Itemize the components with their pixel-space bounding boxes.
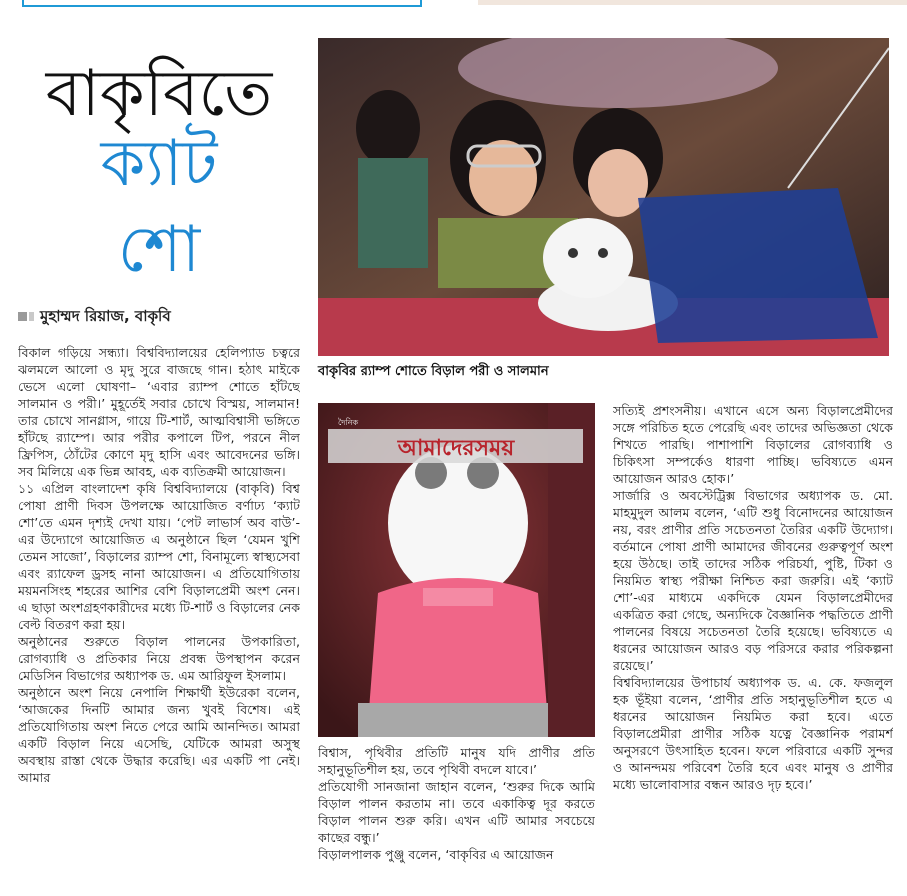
headline-line-1: বাকৃবিতে bbox=[45, 57, 273, 131]
byline-text: মুহাম্মদ রিয়াজ, বাকৃবি bbox=[40, 307, 171, 325]
paragraph: প্রতিযোগী সানজানা জাহান বলেন, ‘শুরুর দিকে আমি বিড়াল পালন করতাম না। তবে একাকিত্ব দূর করতে বিড়াল পালন শুরু করি। এখন এটি আমার সবচেয়ে কাছের বন্ধু।’ bbox=[318, 779, 595, 845]
byline-square-icon bbox=[18, 312, 27, 321]
paragraph: সার্জারি ও অবস্টেট্রিক্স বিভাগের অধ্যাপক ড. মো. মাহমুদুল আলম বলেন, ‘এটি শুধু বিনোদনের আয়োজন নয়, বরং প্রাণীর প্রতি সচেতনতা তৈরির একটি উদ্যোগ। বর্তমানে পোষা প্রাণী আমাদের জীবনের গুরুত্বপূর্ণ অংশ হয়ে উঠছে। তাই তাদের সঠিক পরিচর্যা, পুষ্টি, টিকা ও নিয়মিত স্বাস্থ্য পরীক্ষা নিশ্চিত করা জরুরি। এই ‘ক্যাট শো’-এর মাধ্যমে একদিকে যেমন বিড়ালপ্রেমীদের একত্রিত করা গেছে, অন্যদিকে বৈজ্ঞানিক পদ্ধতিতে প্রাণী পালনের বিষয়ে সচেতনতা তৈরি হয়েছে। ভবিষ্যতে এ ধরনের আয়োজন আরও বড় পরিসরে করার পরিকল্পনা রয়েছে।’ bbox=[613, 488, 893, 673]
paragraph: অনুষ্ঠানে অংশ নিয়ে নেপালি শিক্ষার্থী ইউরেকা বলেন, ‘আজকের দিনটি আমার জন্য খুবই বিশেষ। এই প্রতিযোগিতায় অংশ নিতে পেরে আমি আনন্দিত। আমরা একটি বিড়াল নিয়ে এসেছি, যেটিকে আমরা অসুস্থ অবস্থায় রাস্তা থেকে উদ্ধার করেছি। এর একটি পা নেই। আমার bbox=[18, 685, 300, 785]
floor bbox=[358, 703, 548, 737]
paragraph: ১১ এপ্রিল বাংলাদেশ কৃষি বিশ্ববিদ্যালয়ে (বাকৃবি) বিশ্ব পোষা প্রাণী দিবস উপলক্ষে আয়োজিত বর্ণাঢ্য ‘ক্যাট শো’তে এমন দৃশ্যই দেখা যায়। ‘পেট লাভার্স অব বাউ’-এর উদ্যোগে আয়োজিত এ অনুষ্ঠানে ছিল ‘যেমন খুশি তেমন সাজো’, বিড়ালের র‍্যাম্প শো, বিনামূল্যে স্বাস্থ্যসেবা এবং র‍্যাফেল ড্রসহ নানা আয়োজন। এ প্রতিযোগিতায় ময়মনসিংহ শহরের আশির বেশি বিড়ালপ্রেমী অংশ নেন। এ ছাড়া অংশগ্রহণকারীদের মধ্যে টি-শার্ট ও বিড়ালের নেক বেল্ট বিতরণ করা হয়। bbox=[18, 481, 300, 632]
second-girl-face bbox=[588, 149, 648, 217]
byline-bar-icon bbox=[29, 312, 34, 321]
headline-line-2: ক্যাট bbox=[100, 127, 218, 201]
photo-caption: বাকৃবির র‍্যাম্প শোতে বিড়াল পরী ও সালমান bbox=[318, 364, 549, 379]
headline-line-3: শো bbox=[117, 213, 201, 287]
blue-tulle-dress bbox=[638, 188, 878, 343]
byline bbox=[18, 305, 171, 330]
paragraph: বিড়ালপালক পুঞ্জু বলেন, ‘বাকৃবির এ আয়োজন bbox=[318, 847, 554, 862]
cat-photo-illustration bbox=[318, 403, 595, 737]
cat-ramp-show-photo bbox=[318, 38, 889, 356]
paragraph: অনুষ্ঠানের শুরুতে বিড়াল পালনের উপকারিতা, রোগব্যাধি ও প্রতিকার নিয়ে প্রবন্ধ উপস্থাপন করেন মেডিসিন বিভাগের অধ্যাপক ড. এম আরিফুল ইসলাম। bbox=[18, 634, 300, 683]
girl-face bbox=[469, 140, 537, 216]
white-cat-head bbox=[388, 445, 528, 601]
article-column-2 bbox=[318, 744, 595, 896]
paragraph: বিশ্ববিদ্যালয়ের উপাচার্য অধ্যাপক ড. এ. কে. ফজলুল হক ভূঁইয়া বলেন, ‘প্রাণীর প্রতি সহানুভূতিশীল হতে এ ধরনের আয়োজন নিয়মিত করা হবে। এতে বিড়ালপ্রেমীরা প্রাণীর সঠিক যত্নে বৈজ্ঞানিক পরামর্শ অনুসরণে উৎসাহিত হবেন। ফলে পরিবারে একটি সুন্দর ও আনন্দময় পরিবেশ তৈরি হবে এবং মানুষ ও প্রাণীর মধ্যে ভালোবাসার বন্ধন আরও দৃঢ় হবে।’ bbox=[613, 675, 893, 792]
article-column-3 bbox=[613, 402, 893, 896]
paragraph: বিশ্বাস, পৃথিবীর প্রতিটি মানুষ যদি প্রাণীর প্রতি সহানুভূতিশীল হয়, তবে পৃথিবী বদলে যাবে।’ bbox=[318, 745, 595, 777]
top-color-strip bbox=[478, 0, 907, 5]
paragraph: বিকাল গড়িয়ে সন্ধ্যা। বিশ্ববিদ্যালয়ের হেলিপ্যাড চত্বরে ঝলমলে আলো ও মৃদু সুরে বাজছে গান। হঠাৎ মাইকে ভেসে এলো ঘোষণা– ‘এবার র‍্যাম্প শোতে হাঁটছে সালমান ও পরী।’ মুহূর্তেই সবার চোখে বিস্ময়, সালমান! তার চোখে সানগ্লাস, গায়ে টি-শার্ট, আত্মবিশ্বাসী ভঙ্গিতে হাঁটছে র‍্যাম্পে। আর পরীর কপালে টিপ, পরনে নীল ফ্রিপিস, ঠোঁটের কোণে মৃদু হাসি এবং আবেদনের ভঙ্গি। সব মিলিয়ে এক ভিন্ন আবহ, এক ব্যতিক্রমী আয়োজন। bbox=[18, 345, 300, 479]
cat-sunglasses-photo bbox=[318, 403, 595, 737]
cat-eye-left bbox=[568, 248, 578, 258]
cat-eye-right bbox=[598, 248, 608, 258]
cat-head bbox=[543, 218, 633, 298]
article-column-1 bbox=[18, 344, 300, 896]
paragraph: সত্যিই প্রশংসনীয়। এখানে এসে অন্য বিড়ালপ্রেমীদের সঙ্গে পরিচিত হতে পেরেছি এবং তাদের অভিজ্ঞতা থেকে শিখতে পারছি। পাশাপাশি বিড়ালের রোগব্যাধি ও চিকিৎসা সম্পর্কেও ধারণা পাচ্ছি। ভবিষ্যতে এমন আয়োজন আরও হোক।’ bbox=[613, 403, 893, 486]
child-body bbox=[358, 158, 428, 268]
ramp-photo-illustration bbox=[318, 38, 889, 356]
watermark-text: আমাদেরসময় bbox=[397, 436, 515, 461]
watermark-small-text: দৈনিক bbox=[338, 418, 359, 427]
child-head bbox=[356, 90, 420, 166]
sweater-collar bbox=[423, 588, 493, 606]
top-frame-border bbox=[22, 0, 422, 7]
